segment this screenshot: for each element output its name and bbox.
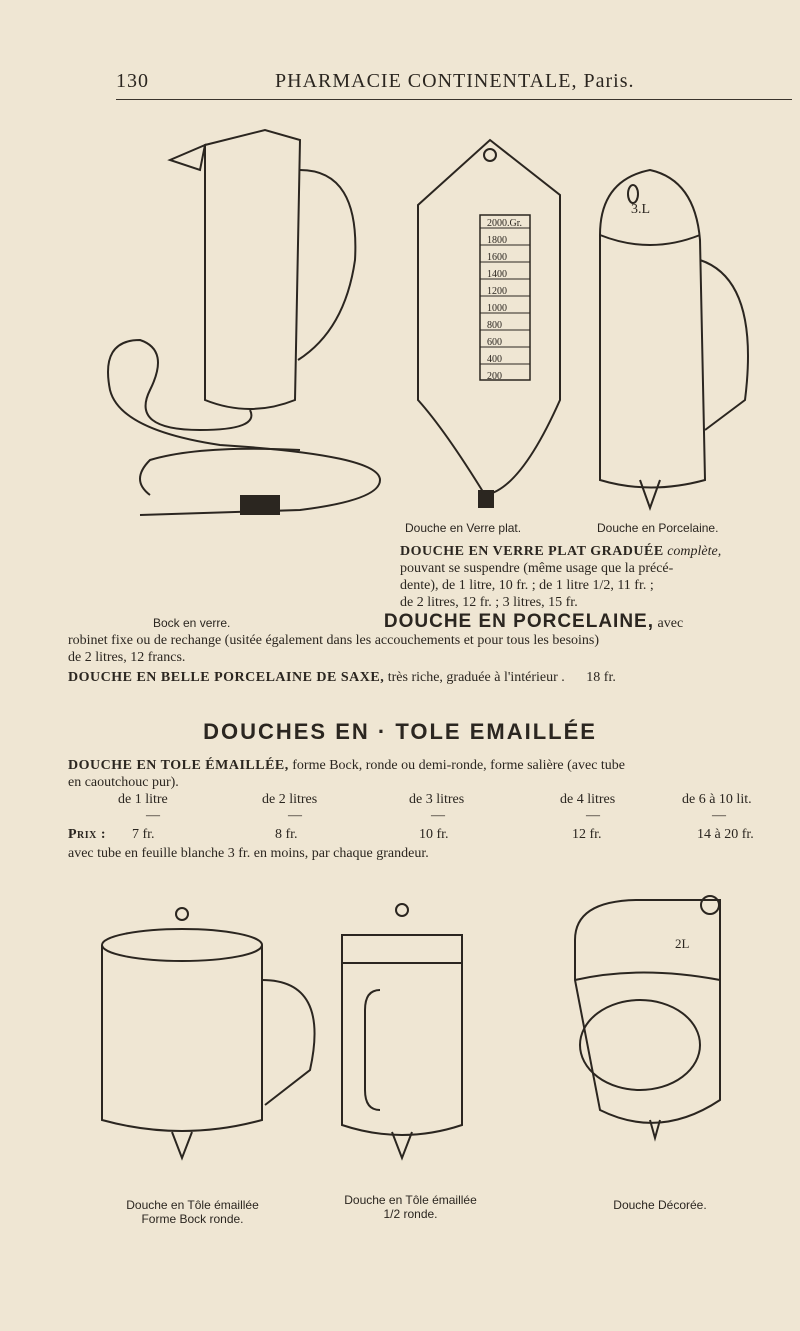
- dash: —: [586, 808, 600, 823]
- verre-plat-line: de 2 litres, 12 fr. ; 3 litres, 15 fr.: [400, 595, 578, 610]
- caption-porcelaine: Douche en Porcelaine.: [597, 521, 719, 535]
- porcelaine-details: [68, 632, 793, 666]
- dash: —: [288, 808, 302, 823]
- graduation-mark: 1800: [487, 235, 507, 246]
- graduation-mark: 800: [487, 320, 502, 331]
- tole-line: forme Bock, ronde ou demi-ronde, forme salière (avec tube: [292, 758, 626, 773]
- saxe-price: 18 fr.: [586, 670, 616, 685]
- porcelaine-heading: DOUCHE EN PORCELAINE,: [383, 611, 655, 632]
- decoree-volume-label: 2L: [675, 936, 690, 951]
- tole-description: [68, 757, 793, 791]
- bottom-illustrations: [0, 870, 800, 1190]
- size-cell: de 4 litres: [560, 792, 616, 807]
- price-cell: 7 fr.: [132, 827, 155, 842]
- caption-line: Forme Bock ronde.: [141, 1212, 244, 1226]
- graduation-mark: 200: [487, 371, 502, 382]
- graduation-mark: 600: [487, 337, 502, 348]
- tole-line: en caoutchouc pur).: [68, 775, 179, 790]
- dash: —: [431, 808, 445, 823]
- dash: —: [146, 808, 160, 823]
- section-title-tole: DOUCHES EN · TOLE EMAILLÉE: [203, 719, 597, 744]
- size-cell: de 2 litres: [262, 792, 318, 807]
- price-cell: 12 fr.: [572, 827, 602, 842]
- porcelain-volume-label: 3.L: [631, 202, 651, 217]
- tole-heading: DOUCHE EN TOLE ÉMAILLÉE,: [68, 758, 289, 773]
- caption-bock-verre: Bock en verre.: [153, 616, 231, 630]
- tole-bock-illustration: [102, 908, 315, 1158]
- caption-line: 1/2 ronde.: [383, 1207, 438, 1221]
- graduation-mark: 1400: [487, 269, 507, 280]
- graduation-mark: 1000: [487, 303, 507, 314]
- caption-line: Douche en Tôle émaillée: [344, 1193, 477, 1207]
- caption-tole-bock: [100, 1198, 285, 1226]
- verre-plat-complete: complète,: [667, 544, 722, 559]
- porcelaine-line: robinet fixe ou de rechange (usitée également dans les accouchements et pour tous les besoins): [68, 633, 600, 648]
- caption-decoree: Douche Décorée.: [613, 1198, 707, 1212]
- page-number: 130: [116, 70, 149, 92]
- porcelaine-avec: avec: [657, 616, 684, 631]
- caption-tole-demi: [318, 1193, 503, 1221]
- page-header: [116, 70, 635, 93]
- bock-glass-illustration: [108, 130, 380, 540]
- size-cell: de 1 litre: [118, 792, 168, 807]
- top-illustrations: [0, 100, 800, 540]
- page-running-title: PHARMACIE CONTINENTALE, Paris.: [275, 70, 635, 92]
- size-cell: de 6 à 10 lit.: [682, 792, 752, 807]
- saxe-text: très riche, graduée à l'intérieur .: [387, 670, 565, 685]
- verre-plat-description: [400, 543, 800, 611]
- porcelaine-line: de 2 litres, 12 francs.: [68, 650, 186, 665]
- porcelain-illustration: [600, 170, 748, 508]
- verre-plat-heading: DOUCHE EN VERRE PLAT GRADUÉE: [400, 544, 664, 559]
- tole-demi-ronde-illustration: [342, 904, 462, 1158]
- caption-verre-plat: Douche en Verre plat.: [405, 521, 522, 535]
- saxe-description: [68, 669, 793, 686]
- graduation-mark: 2000.Gr.: [487, 218, 522, 229]
- caption-line: Douche en Tôle émaillée: [126, 1198, 259, 1212]
- verre-plat-line: pouvant se suspendre (même usage que la précé-: [400, 561, 674, 576]
- tole-decoree-illustration: [575, 896, 720, 1138]
- price-label: Prix :: [68, 827, 107, 842]
- saxe-heading: DOUCHE EN BELLE PORCELAINE DE SAXE,: [68, 670, 385, 685]
- porcelaine-description: [153, 613, 773, 632]
- dash: —: [712, 808, 726, 823]
- verre-plat-line: dente), de 1 litre, 10 fr. ; de 1 litre 1/2, 11 fr. ;: [400, 578, 654, 593]
- price-cell: 10 fr.: [419, 827, 449, 842]
- size-cell: de 3 litres: [409, 792, 465, 807]
- tole-note: avec tube en feuille blanche 3 fr. en moins, par chaque grandeur.: [68, 846, 429, 861]
- price-cell: 8 fr.: [275, 827, 298, 842]
- graduation-mark: 400: [487, 354, 502, 365]
- graduation-mark: 1200: [487, 286, 507, 297]
- price-cell: 14 à 20 fr.: [697, 827, 754, 842]
- graduation-mark: 1600: [487, 252, 507, 263]
